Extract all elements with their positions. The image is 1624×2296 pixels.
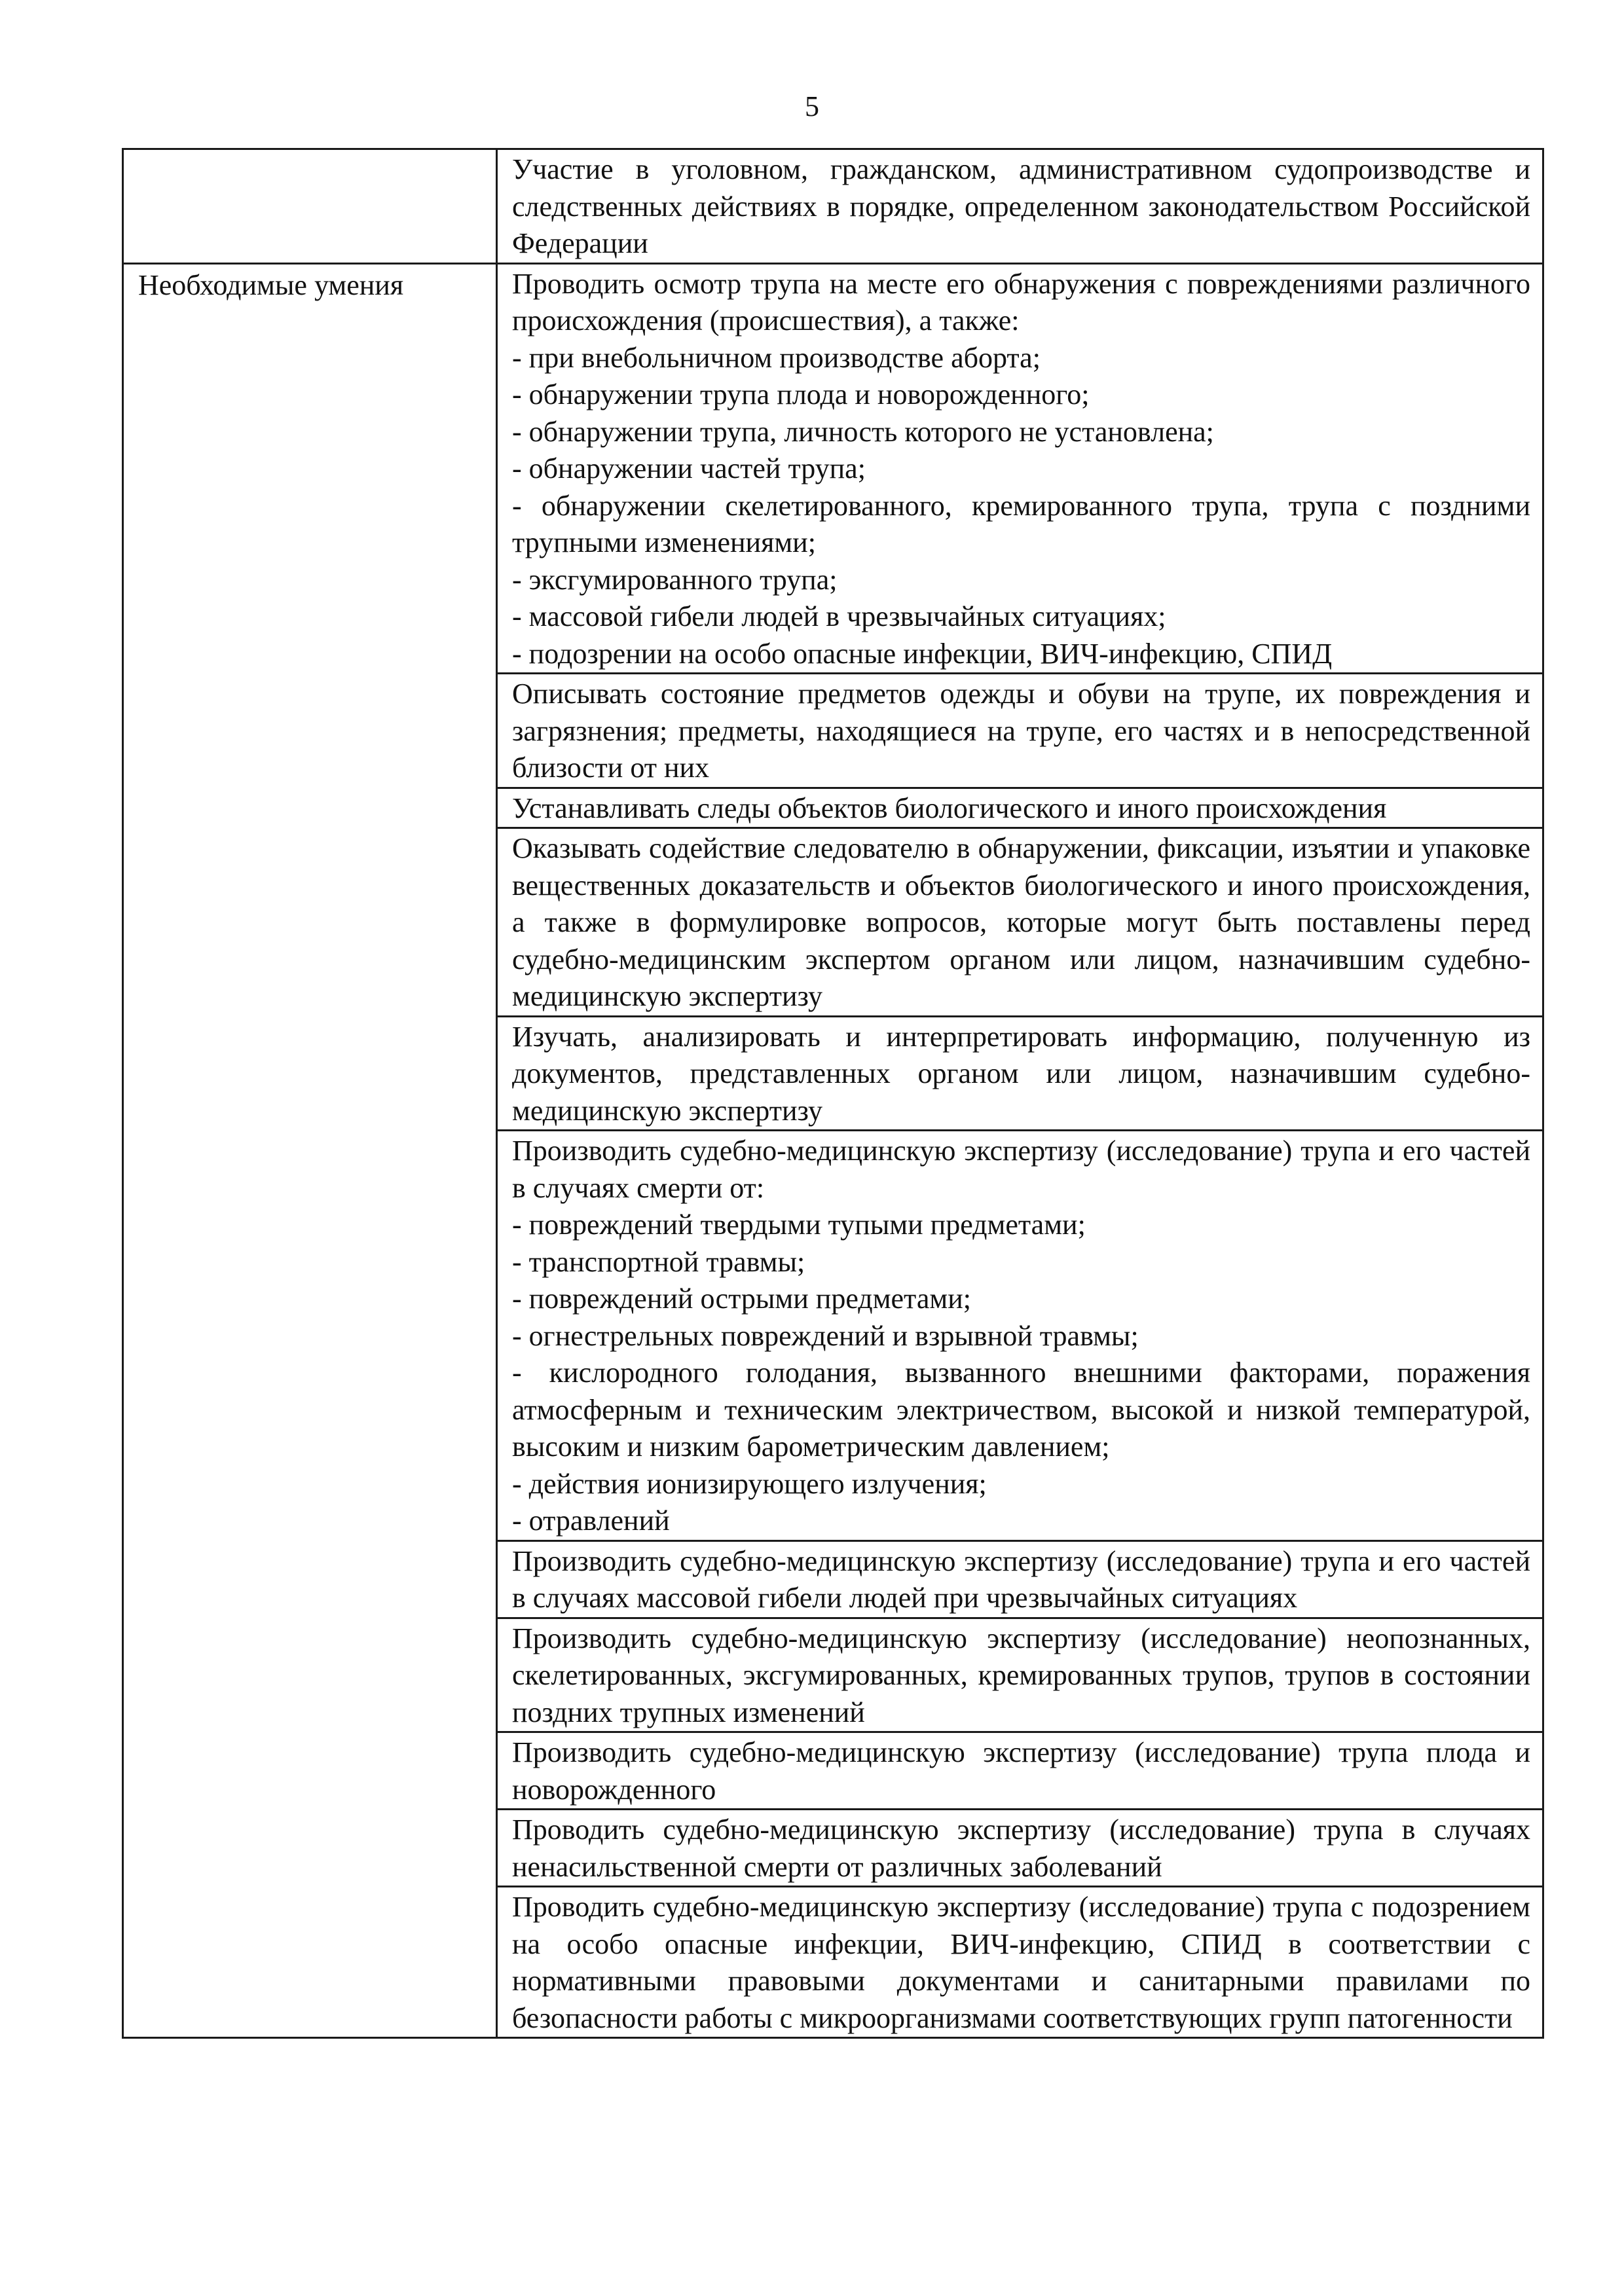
row-content-cell [497,1016,1543,1131]
content-paragraph: - при внебольничном производстве аборта; [512,341,1041,374]
table-row [123,149,1543,264]
row-content-cell [497,1810,1543,1887]
row-label-cell [123,149,497,264]
row-content-cell [497,1732,1543,1810]
content-paragraph: - обнаружении трупа плода и новорожденного; [512,378,1090,410]
content-paragraph: - транспортной травмы; [512,1245,805,1278]
content-paragraph: Производить судебно-медицинскую экспертизу (исследование) трупа плода и новорожденного [512,1736,1530,1806]
content-paragraph: - подозрении на особо опасные инфекции, ВИЧ-инфекцию, СПИД [512,637,1333,670]
content-paragraph: Оказывать содействие следователю в обнаружении, фиксации, изъятии и упаковке вещественных доказательств и объектов биологического и иного происхождения, а также в формулировке вопросов, которые могут быть поставлены перед судебно-медицинским экспертом органом или лицом, назначившим судебно-медицинскую экспертизу [512,832,1530,1012]
content-paragraph: - обнаружении скелетированного, кремированного трупа, трупа с поздними трупными изменениями; [512,489,1530,558]
content-paragraph: Участие в уголовном, гражданском, административном судопроизводстве и следственных действиях в порядке, определенном законодательством Российской Федерации [512,153,1530,259]
row-label-cell: Необходимые умения [123,263,497,2038]
content-paragraph: - действия ионизирующего излучения; [512,1467,987,1500]
row-content-cell [497,828,1543,1017]
row-content-cell [497,788,1543,828]
table-row [123,263,1543,674]
content-paragraph: Проводить судебно-медицинскую экспертизу (исследование) трупа с подозрением на особо опасные инфекции, ВИЧ-инфекцию, СПИД в соответствии с нормативными правовыми документами и санитарными правилами по безопасности работы с микроорганизмами соответствующих групп патогенности [512,1891,1530,2034]
row-content-cell [497,263,1543,674]
content-paragraph: - обнаружении трупа, личность которого не установлена; [512,415,1214,448]
row-content-cell [497,1131,1543,1541]
content-paragraph: Устанавливать следы объектов биологического и иного происхождения [512,792,1387,824]
row-content-cell [497,1618,1543,1732]
content-paragraph: - огнестрельных повреждений и взрывной травмы; [512,1319,1139,1352]
skills-table [122,148,1544,2039]
content-paragraph: - повреждений острыми предметами; [512,1283,971,1315]
content-paragraph: - эксгумированного трупа; [512,563,838,596]
content-paragraph: Производить судебно-медицинскую экспертизу (исследование) трупа и его частей в случаях массовой гибели людей при чрезвычайных ситуациях [512,1544,1530,1614]
row-content-cell [497,149,1543,264]
table-body [123,149,1543,2038]
page-number: 5 [805,90,819,122]
content-paragraph: - кислородного голодания, вызванного внешними факторами, поражения атмосферным и техническим электричеством, высокой и низкой температурой, высоким и низким барометрическим давлением; [512,1357,1530,1463]
content-paragraph: - отравлений [512,1504,670,1537]
row-content-cell [497,674,1543,788]
content-paragraph: Производить судебно-медицинскую экспертизу (исследование) неопознанных, скелетированных, эксгумированных, кремированных трупов, трупов в состоянии поздних трупных изменений [512,1622,1530,1728]
content-paragraph: Изучать, анализировать и интерпретировать информацию, полученную из документов, представленных органом или лицом, назначившим судебно-медицинскую экспертизу [512,1020,1530,1127]
content-paragraph: - массовой гибели людей в чрезвычайных ситуациях; [512,600,1166,632]
content-paragraph: - обнаружении частей трупа; [512,452,866,484]
content-paragraph: Описывать состояние предметов одежды и обуви на трупе, их повреждения и загрязнения; предметы, находящиеся на трупе, его частях и в непосредственной близости от них [512,678,1530,784]
content-paragraph: Проводить осмотр трупа на месте его обнаружения с повреждениями различного происхождения (происшествия), а также: [512,267,1530,337]
content-paragraph: Производить судебно-медицинскую экспертизу (исследование) трупа и его частей в случаях смерти от: [512,1135,1530,1204]
row-content-cell [497,1540,1543,1618]
row-content-cell [497,1887,1543,2038]
content-paragraph: - повреждений твердыми тупыми предметами; [512,1209,1086,1241]
content-paragraph: Проводить судебно-медицинскую экспертизу (исследование) трупа в случаях ненасильственной смерти от различных заболеваний [512,1813,1530,1883]
